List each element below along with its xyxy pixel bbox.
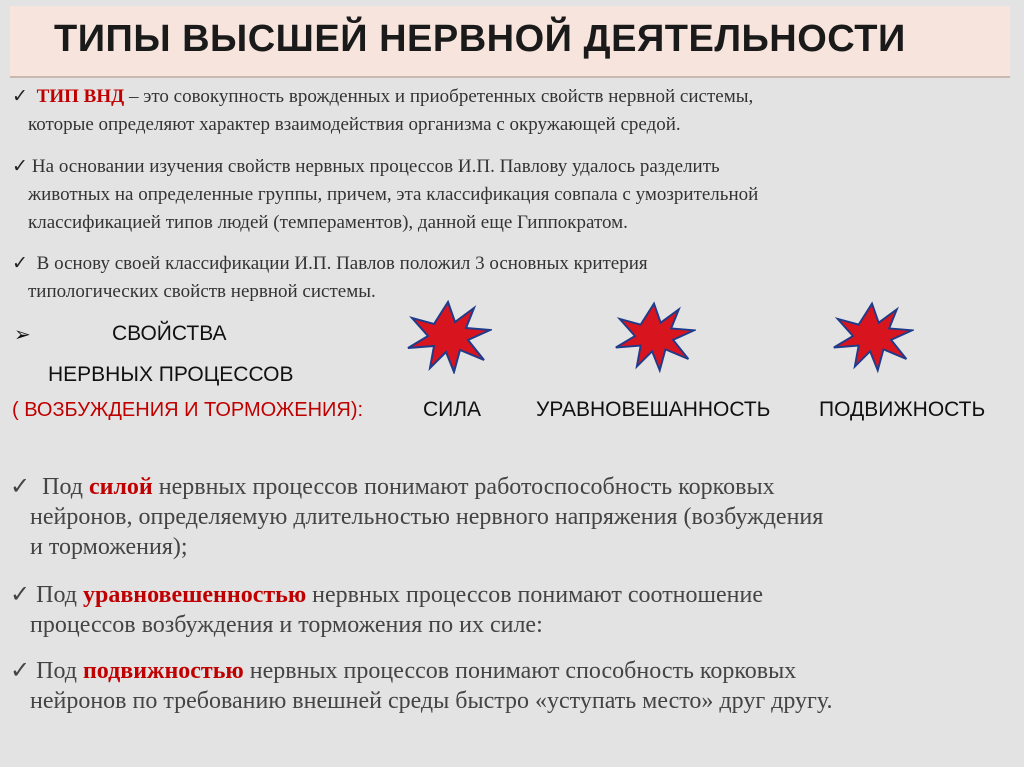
balance-definition: [10, 580, 763, 640]
pavlov-line1: На основании изучения свойств нервных процессов И.П. Павлову удалось разделить: [31, 156, 720, 177]
definition-line1: – это совокупность врожденных и приобретенных свойств нервной системы,: [124, 86, 754, 107]
strength-line3: и торможения);: [30, 534, 188, 560]
property-balance: УРАВНОВЕШАННОСТЬ: [536, 398, 771, 421]
checkmark-icon: ✓: [12, 86, 28, 107]
mobility-prefix: Под: [30, 658, 83, 684]
pavlov-line3: классификацией типов людей (темпераментов), данной еще Гиппократом.: [28, 212, 628, 233]
balance-line1: нервных процессов понимают соотношение: [306, 582, 763, 608]
keyword-mobility: подвижностью: [82, 658, 244, 684]
strength-line2: нейронов, определяемую длительностью нервного напряжения (возбуждения: [30, 504, 824, 530]
keyword-strength: силой: [88, 474, 153, 500]
star-burst-icon: [830, 300, 914, 374]
mobility-line2: нейронов по требованию внешней среды быстро «уступать место» друг другу.: [30, 688, 833, 714]
criteria-line2: типологических свойств нервной системы.: [28, 281, 376, 302]
mobility-line1: нервных процессов понимают способность корковых: [243, 658, 797, 684]
properties-label: СВОЙСТВА: [112, 322, 227, 345]
mobility-definition: [10, 656, 833, 716]
balance-line2: процессов возбуждения и торможения по их силе:: [30, 612, 543, 638]
property-mobility: ПОДВИЖНОСТЬ: [819, 398, 986, 421]
nerve-processes-label: НЕРВНЫХ ПРОЦЕССОВ: [48, 363, 294, 386]
star-burst-icon: [404, 300, 492, 374]
star-burst-icon: [612, 300, 696, 374]
title-bar: [10, 6, 1010, 78]
arrow-bullet-icon: ➢: [14, 324, 31, 346]
checkmark-icon: ✓: [12, 156, 28, 177]
strength-prefix: Под: [30, 474, 89, 500]
pavlov-line2: животных на определенные группы, причем, эта классификация совпала с умозрительной: [28, 184, 759, 205]
slide-title: ТИПЫ ВЫСШЕЙ НЕРВНОЙ ДЕЯТЕЛЬНОСТИ: [54, 18, 906, 60]
excitation-inhibition-label: ( ВОЗБУЖДЕНИЯ И ТОРМОЖЕНИЯ):: [12, 399, 364, 421]
strength-line1: нервных процессов понимают работоспособность корковых: [152, 474, 775, 500]
definition-paragraph: [12, 83, 753, 139]
criteria-line1: В основу своей классификации И.П. Павлов положил 3 основных критерия: [31, 253, 648, 274]
criteria-paragraph: [12, 250, 648, 306]
term-vnd: ТИП ВНД: [36, 86, 125, 107]
checkmark-icon: ✓: [12, 253, 28, 274]
checkmark-icon: ✓: [10, 658, 31, 684]
pavlov-paragraph: [12, 153, 758, 237]
strength-definition: [10, 472, 823, 562]
definition-line2: которые определяют характер взаимодействия организма с окружающей средой.: [28, 114, 681, 135]
balance-prefix: Под: [30, 582, 83, 608]
keyword-balance: уравновешенностью: [82, 582, 307, 608]
property-strength: СИЛА: [423, 398, 482, 421]
checkmark-icon: ✓: [10, 474, 31, 500]
checkmark-icon: ✓: [10, 582, 31, 608]
